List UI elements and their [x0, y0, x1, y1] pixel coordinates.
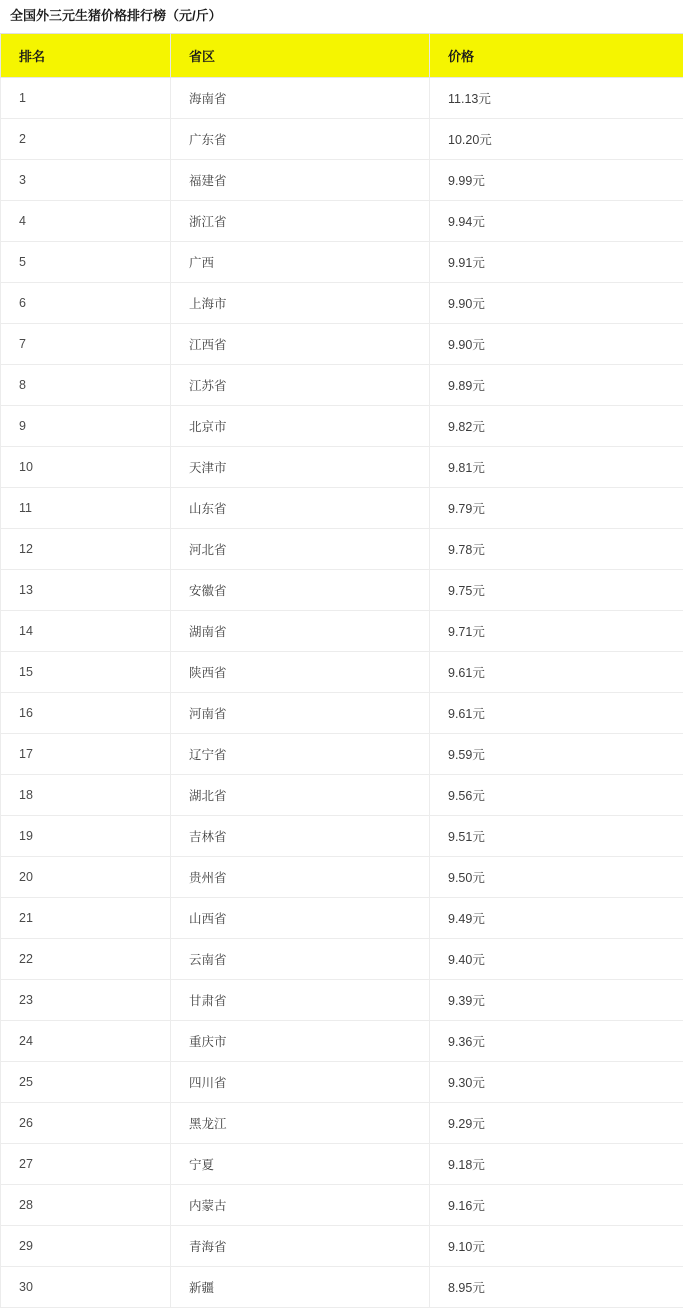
cell-price: 9.90元 [430, 323, 683, 364]
cell-rank: 4 [1, 200, 171, 241]
cell-region: 安徽省 [171, 569, 430, 610]
table-row [1, 897, 683, 938]
column-header-price: 价格 [430, 33, 683, 77]
cell-price: 9.10元 [430, 1225, 683, 1266]
cell-region: 河北省 [171, 528, 430, 569]
cell-price: 10.20元 [430, 118, 683, 159]
table-row [1, 1102, 683, 1143]
cell-region: 辽宁省 [171, 733, 430, 774]
cell-price: 9.90元 [430, 282, 683, 323]
column-header-rank: 排名 [1, 33, 171, 77]
table-row [1, 692, 683, 733]
cell-region: 江西省 [171, 323, 430, 364]
cell-region: 湖北省 [171, 774, 430, 815]
cell-price: 9.94元 [430, 200, 683, 241]
table-row [1, 651, 683, 692]
cell-rank: 29 [1, 1225, 171, 1266]
cell-rank: 27 [1, 1143, 171, 1184]
cell-price: 9.99元 [430, 159, 683, 200]
cell-region: 云南省 [171, 938, 430, 979]
cell-rank: 1 [1, 77, 171, 118]
table-row [1, 282, 683, 323]
cell-rank: 13 [1, 569, 171, 610]
cell-price: 9.79元 [430, 487, 683, 528]
cell-rank: 26 [1, 1102, 171, 1143]
cell-region: 甘肃省 [171, 979, 430, 1020]
cell-rank: 30 [1, 1266, 171, 1307]
cell-region: 吉林省 [171, 815, 430, 856]
cell-price: 9.18元 [430, 1143, 683, 1184]
table-row [1, 856, 683, 897]
cell-price: 9.82元 [430, 405, 683, 446]
cell-region: 江苏省 [171, 364, 430, 405]
cell-rank: 6 [1, 282, 171, 323]
table-row [1, 405, 683, 446]
cell-price: 9.50元 [430, 856, 683, 897]
table-row [1, 774, 683, 815]
cell-region: 天津市 [171, 446, 430, 487]
cell-rank: 17 [1, 733, 171, 774]
table-row [1, 1184, 683, 1225]
cell-price: 9.39元 [430, 979, 683, 1020]
table-row [1, 200, 683, 241]
cell-rank: 16 [1, 692, 171, 733]
cell-region: 河南省 [171, 692, 430, 733]
cell-price: 9.59元 [430, 733, 683, 774]
cell-region: 湖南省 [171, 610, 430, 651]
table-row [1, 446, 683, 487]
cell-price: 9.61元 [430, 692, 683, 733]
cell-rank: 15 [1, 651, 171, 692]
cell-rank: 2 [1, 118, 171, 159]
cell-price: 9.49元 [430, 897, 683, 938]
cell-rank: 22 [1, 938, 171, 979]
cell-price: 9.36元 [430, 1020, 683, 1061]
cell-region: 海南省 [171, 77, 430, 118]
cell-region: 陕西省 [171, 651, 430, 692]
cell-rank: 5 [1, 241, 171, 282]
cell-rank: 23 [1, 979, 171, 1020]
cell-region: 广东省 [171, 118, 430, 159]
cell-price: 11.13元 [430, 77, 683, 118]
cell-region: 福建省 [171, 159, 430, 200]
cell-region: 宁夏 [171, 1143, 430, 1184]
table-row [1, 1020, 683, 1061]
column-header-region: 省区 [171, 33, 430, 77]
table-header [1, 33, 683, 77]
price-ranking-table [0, 33, 683, 1308]
table-row [1, 364, 683, 405]
table-row [1, 528, 683, 569]
cell-region: 广西 [171, 241, 430, 282]
cell-region: 重庆市 [171, 1020, 430, 1061]
cell-region: 浙江省 [171, 200, 430, 241]
cell-rank: 24 [1, 1020, 171, 1061]
cell-region: 新疆 [171, 1266, 430, 1307]
table-row [1, 569, 683, 610]
cell-rank: 10 [1, 446, 171, 487]
cell-region: 上海市 [171, 282, 430, 323]
cell-price: 9.89元 [430, 364, 683, 405]
cell-price: 9.61元 [430, 651, 683, 692]
table-row [1, 938, 683, 979]
table-row [1, 323, 683, 364]
cell-rank: 14 [1, 610, 171, 651]
table-row [1, 241, 683, 282]
table-row [1, 1225, 683, 1266]
cell-price: 9.30元 [430, 1061, 683, 1102]
cell-region: 四川省 [171, 1061, 430, 1102]
cell-rank: 25 [1, 1061, 171, 1102]
cell-price: 9.16元 [430, 1184, 683, 1225]
cell-region: 山东省 [171, 487, 430, 528]
cell-rank: 12 [1, 528, 171, 569]
table-body [1, 77, 683, 1307]
cell-rank: 9 [1, 405, 171, 446]
cell-price: 9.40元 [430, 938, 683, 979]
page-title: 全国外三元生猪价格排行榜（元/斤） [0, 0, 683, 33]
cell-price: 8.95元 [430, 1266, 683, 1307]
cell-price: 9.51元 [430, 815, 683, 856]
cell-price: 9.71元 [430, 610, 683, 651]
table-row [1, 1266, 683, 1307]
cell-rank: 21 [1, 897, 171, 938]
table-row [1, 1143, 683, 1184]
table-row [1, 118, 683, 159]
cell-rank: 11 [1, 487, 171, 528]
cell-price: 9.91元 [430, 241, 683, 282]
table-row [1, 733, 683, 774]
cell-rank: 18 [1, 774, 171, 815]
cell-region: 黑龙江 [171, 1102, 430, 1143]
table-row [1, 159, 683, 200]
table-row [1, 979, 683, 1020]
cell-price: 9.29元 [430, 1102, 683, 1143]
table-row [1, 815, 683, 856]
cell-price: 9.75元 [430, 569, 683, 610]
cell-region: 青海省 [171, 1225, 430, 1266]
cell-price: 9.81元 [430, 446, 683, 487]
cell-price: 9.78元 [430, 528, 683, 569]
cell-rank: 7 [1, 323, 171, 364]
cell-region: 内蒙古 [171, 1184, 430, 1225]
table-row [1, 77, 683, 118]
table-header-row [1, 33, 683, 77]
cell-rank: 20 [1, 856, 171, 897]
table-row [1, 1061, 683, 1102]
cell-region: 山西省 [171, 897, 430, 938]
cell-rank: 8 [1, 364, 171, 405]
cell-rank: 19 [1, 815, 171, 856]
cell-rank: 3 [1, 159, 171, 200]
cell-region: 北京市 [171, 405, 430, 446]
cell-price: 9.56元 [430, 774, 683, 815]
table-row [1, 487, 683, 528]
cell-region: 贵州省 [171, 856, 430, 897]
cell-rank: 28 [1, 1184, 171, 1225]
table-row [1, 610, 683, 651]
